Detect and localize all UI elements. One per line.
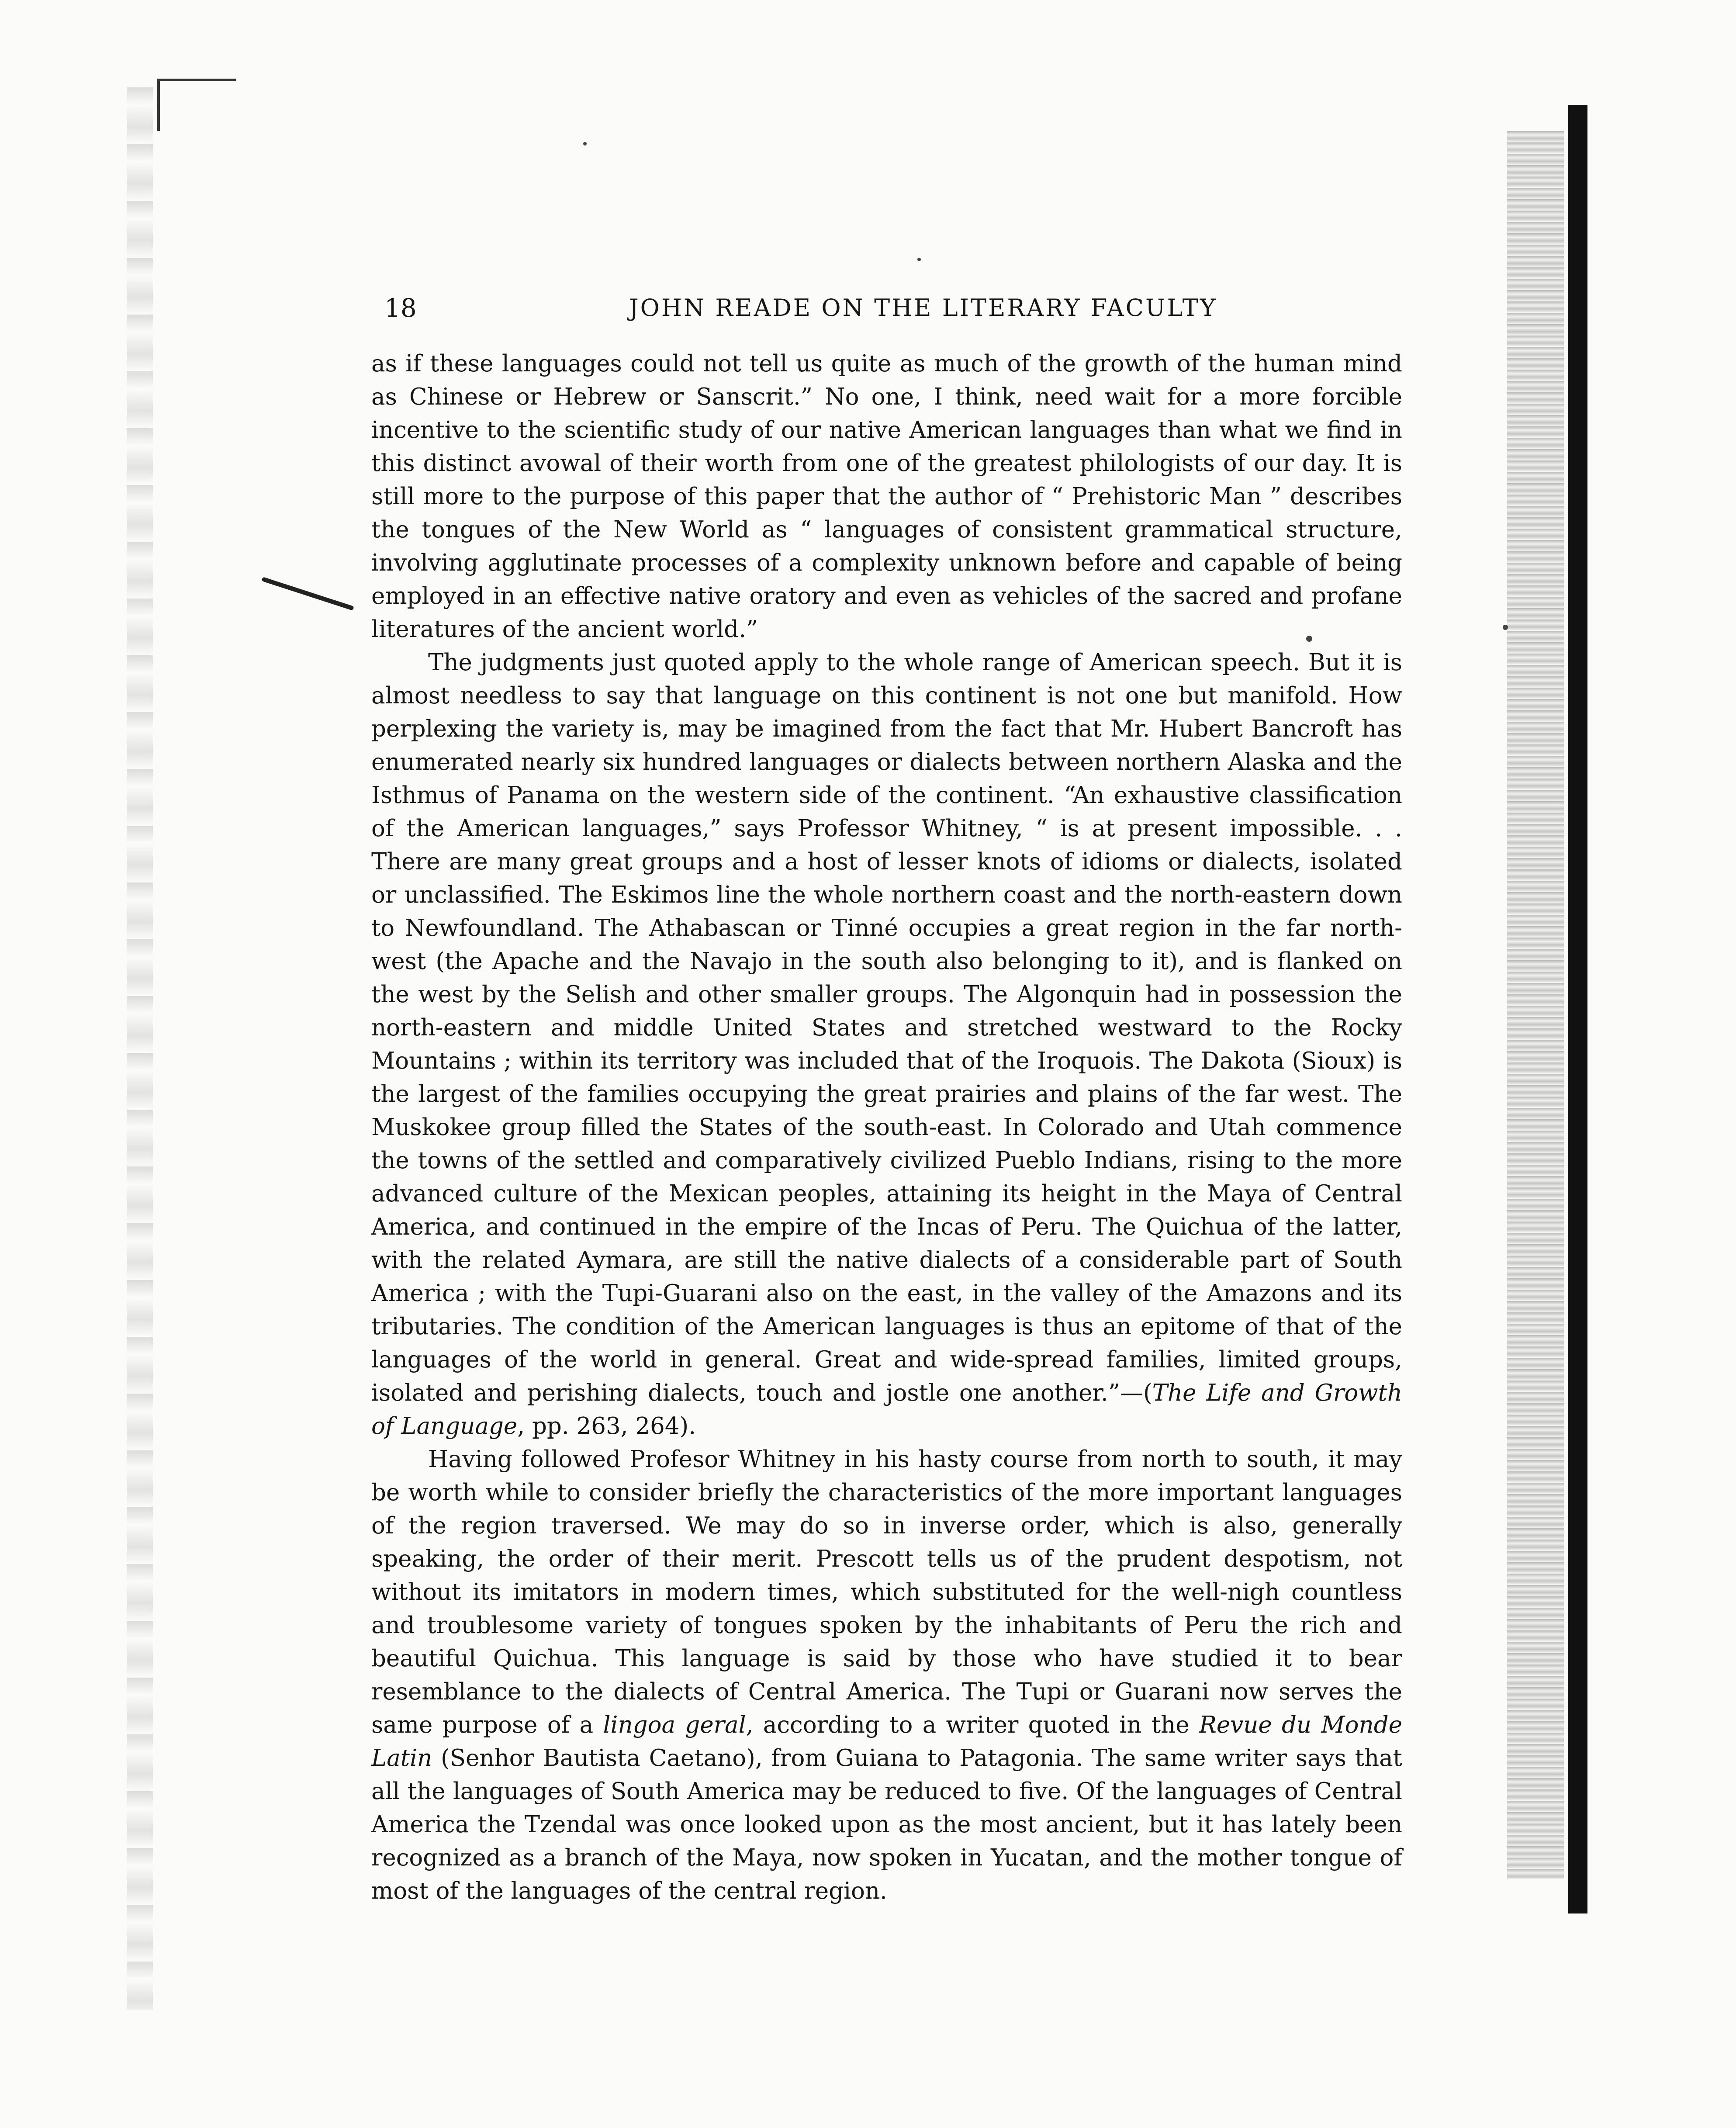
italic-title-text: Revue du Monde Latin	[371, 1712, 1402, 1772]
paragraph-text: as if these languages could not tell us quite as much of the growth of the human mind as Chinese or Hebrew or Sanscrit.” No one, I think, need wait for a more forcible incentive to the scientific study of our native American languages than what we find in this distinct avowal of their worth from one of the greatest philologists of our day. It is still more to the purpose of this paper that the author of “ Prehistoric Man ” describes the tongues of the New World as “ languages of consistent grammatical structure, involving agglutinate processes of a complexity unknown before and capable of being employed in an effective native oratory and even as vehicles of the sacred and profane literatures of the ancient world.”	[371, 350, 1402, 643]
scan-speck	[583, 142, 587, 145]
page-number: 18	[384, 293, 417, 323]
running-head: JOHN READE ON THE LITERARY FACULTY	[629, 294, 1217, 322]
right-scan-edge	[1568, 105, 1587, 1913]
page-header	[384, 291, 1241, 325]
italic-title-text: lingoa geral	[603, 1712, 746, 1738]
left-scan-edge	[127, 87, 153, 2010]
paragraph-text: , according to a writer quoted in the	[746, 1712, 1199, 1738]
paragraph	[371, 347, 1402, 646]
paragraph	[371, 1443, 1402, 1908]
paragraph	[371, 646, 1402, 1443]
paragraph-text: Having followed Profesor Whitney in his hasty course from north to south, it may be worth while to consider briefly the characteristics of the more important languages of the region traversed. We may do so in inverse order, which is also, generally speaking, the order of their merit. Prescott tells us of the prudent despotism, not without its imitators in modern times, which substituted for the well-nigh countless and troublesome variety of tongues spoken by the inhabitants of Peru the rich and beautiful Quichua. This language is said by those who have studied it to bear resemblance to the dialects of Central America. The Tupi or Guarani now serves the same purpose of a	[371, 1446, 1402, 1738]
body-text	[371, 347, 1402, 1908]
paragraph-text: , pp. 263, 264).	[517, 1413, 696, 1439]
scan-corner-mark	[157, 79, 236, 81]
paragraph-text: The judgments just quoted apply to the whole range of American speech. But it is almost needless to say that language on this continent is not one but manifold. How perplexing the variety is, may be imagined from the fact that Mr. Hubert Bancroft has enumerated nearly six hundred languages or dialects between northern Alaska and the Isthmus of Panama on the western side of the continent. “An exhaustive classification of the American languages,” says Professor Whitney, “ is at present impossible. . . There are many great groups and a host of lesser knots of idioms or dialects, isolated or unclassified. The Eskimos line the whole northern coast and the north-eastern down to Newfoundland. The Athabascan or Tinné occupies a great region in the far north-west (the Apache and the Navajo in the south also belonging to it), and is flanked on the west by the Selish and other smaller groups. The Algonquin had in possession the north-eastern and middle United States and stretched westward to the Rocky Mountains ; within its territory was included that of the Iroquois. The Dakota (Sioux) is the largest of the families occupying the great prairies and plains of the far west. The Muskokee group filled the States of the south-east. In Colorado and Utah commence the towns of the settled and comparatively civilized Pueblo Indians, rising to the more advanced culture of the Mexican peoples, attaining its height in the Maya of Central America, and continued in the empire of the Incas of Peru. The Quichua of the latter, with the related Aymara, are still the native dialects of a considerable part of South America ; with the Tupi-Guarani also on the east, in the valley of the Amazons and its tributaries. The condition of the American languages is thus an epitome of that of the languages of the world in general. Great and wide-spread families, limited groups, isolated and perishing dialects, touch and jostle one another.”—(	[371, 649, 1402, 1406]
paragraph-text: (Senhor Bautista Caetano), from Guiana to Patagonia. The same writer says that all the languages of South America may be reduced to five. Of the languages of Central America the Tzendal was once looked upon as the most ancient, but it has lately been recognized as a branch of the Maya, now spoken in Yucatan, and the mother tongue of most of the languages of the central region.	[371, 1745, 1402, 1904]
italic-title-text: The Life and Growth of Language	[371, 1380, 1402, 1439]
margin-pen-mark	[261, 577, 354, 610]
right-scan-shadow	[1507, 131, 1564, 1879]
scan-corner-mark-vertical	[157, 79, 160, 131]
scan-speck	[917, 258, 921, 261]
scan-speck	[1503, 625, 1508, 630]
